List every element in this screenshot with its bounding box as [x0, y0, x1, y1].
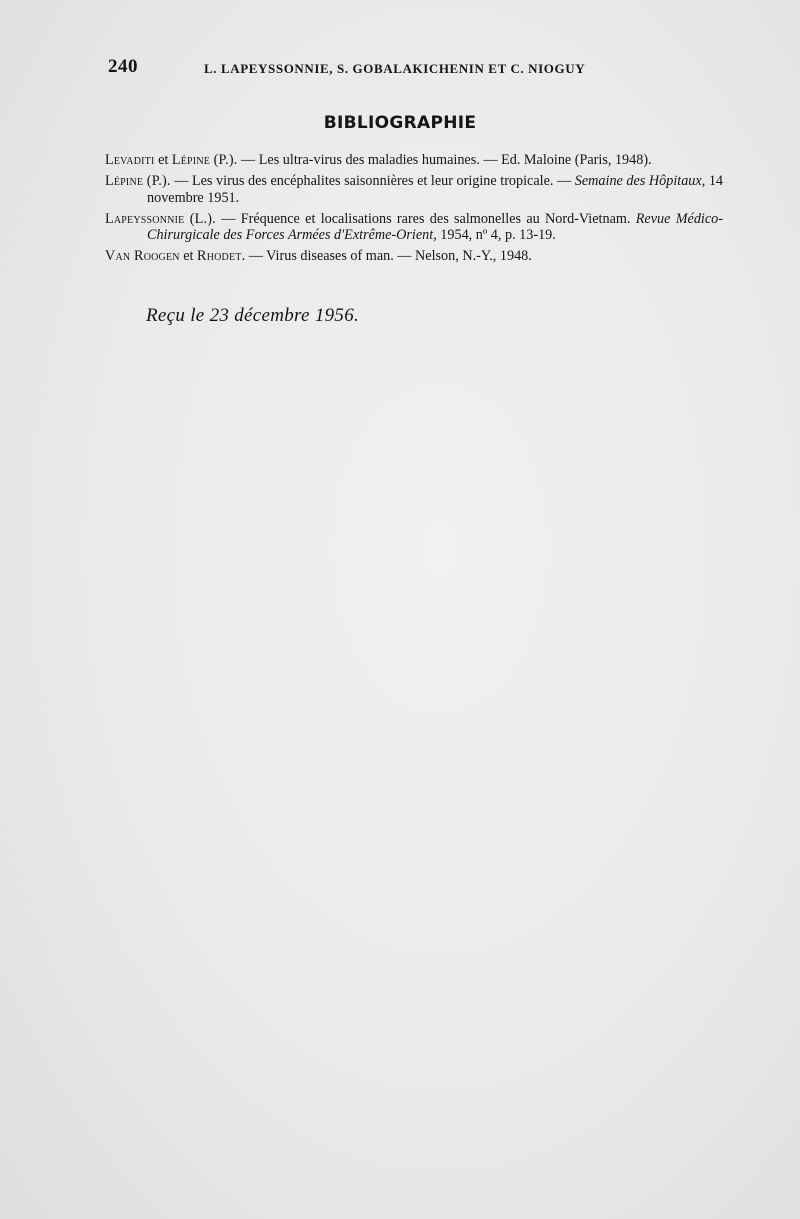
- reference-title: — Les ultra-virus des maladies humaines. — Ed. Maloine (Paris, 1948).: [237, 152, 652, 168]
- reference-details: 14 novembre 1951.: [147, 173, 724, 206]
- reference-item: [105, 211, 723, 244]
- reference-author: Levaditi: [105, 152, 155, 168]
- author-separator: et: [154, 152, 172, 168]
- reference-item: [105, 152, 723, 168]
- reference-details: 1954, nº 4, p. 13-19.: [436, 227, 556, 244]
- reference-author: Van Roogen: [105, 248, 180, 265]
- reference-author: Lépine: [105, 173, 144, 190]
- reference-title: — Les virus des encéphalites saisonnières et leur origine tropicale. —: [170, 173, 575, 190]
- reference-journal: Semaine des Hôpitaux,: [574, 173, 706, 190]
- reference-item: [105, 173, 723, 206]
- reference-title: — Virus diseases of man. — Nelson, N.-Y., 1948.: [245, 248, 532, 265]
- reference-initials: (P.).: [146, 173, 171, 190]
- reference-list: [105, 152, 723, 270]
- reference-journal: Revue Médico-Chirurgicale des Forces Armées d'Extrême-Orient,: [147, 210, 723, 244]
- author-separator: .: [241, 248, 246, 265]
- reference-item: [105, 248, 723, 264]
- reference-initials: (L.).: [189, 210, 216, 227]
- reference-initials: (P.).: [213, 152, 238, 168]
- reference-title: — Fréquence et localisations rares des salmonelles au Nord-Vietnam.: [215, 210, 636, 227]
- page-number: 240: [108, 56, 138, 77]
- reference-author: Rhodet: [197, 248, 242, 265]
- reference-author: Lapeyssonnie: [105, 210, 185, 227]
- author-separator: et: [179, 248, 198, 265]
- reference-author: Lépine: [171, 152, 211, 168]
- running-head: L. LAPEYSSONNIE, S. GOBALAKICHENIN ET C. NIOGUY: [204, 61, 586, 76]
- received-date-note: Reçu le 23 décembre 1956.: [146, 305, 360, 326]
- section-title: BIBLIOGRAPHIE: [323, 113, 477, 133]
